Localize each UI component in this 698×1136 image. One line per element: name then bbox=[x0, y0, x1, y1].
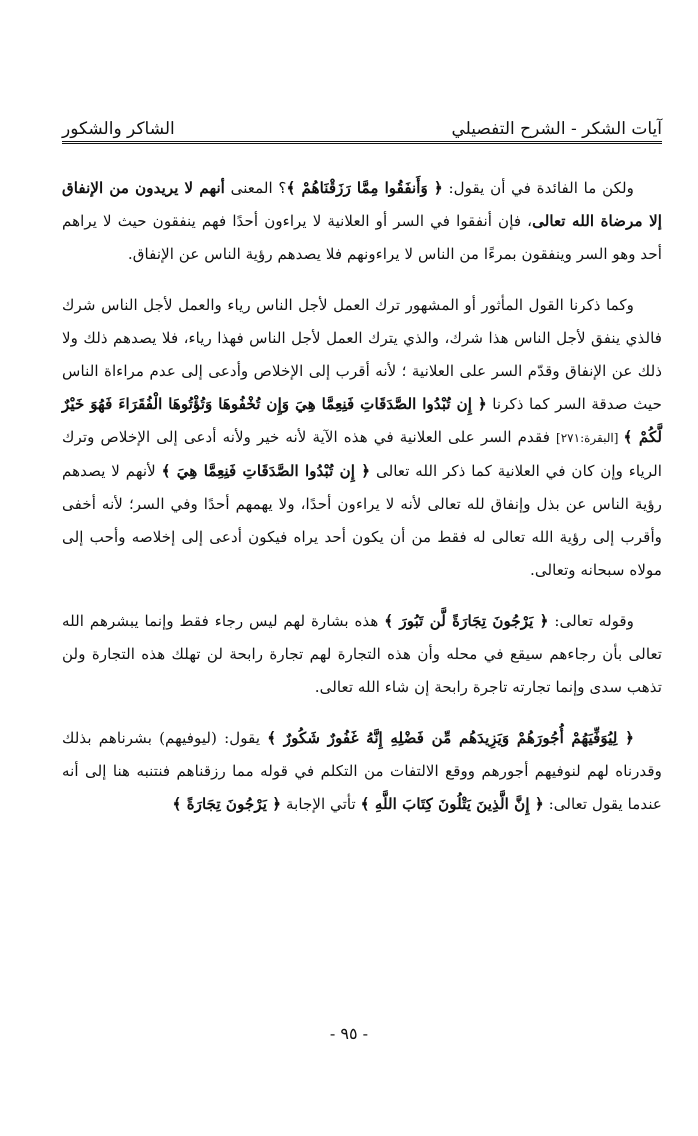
verse-bracket: ﴾ bbox=[384, 612, 394, 630]
verse-bracket: ﴿ bbox=[539, 612, 549, 630]
quran-verse: يَرْجُونَ تِجَارَةً لَّن تَبُورَ bbox=[393, 612, 540, 630]
text-run: وكما ذكرنا القول المأثور أو المشهور ترك العمل لأجل الناس رياء والعمل لأجل الناس شرك فالذي ينفق لأجل الناس هذا شرك، والذي يترك العمل لأجل الناس فهذا رياء، فلا يصدهم ذلك ولا ذلك عن الإنفاق وقدّم السر على العلانية ؛ لأنه أقرب إلى الإخلاص وأدعى إلى عدم مراءاة الناس حيث صدقة السر كما ذكرنا bbox=[62, 296, 662, 413]
verse-bracket: ﴿ bbox=[534, 795, 544, 813]
text-run: ؟ المعنى bbox=[224, 179, 287, 197]
verse-bracket: ﴿ bbox=[272, 795, 282, 813]
running-header bbox=[62, 108, 662, 144]
verse-bracket: ﴾ bbox=[172, 795, 182, 813]
paragraph bbox=[62, 722, 662, 821]
text-run: لأنهم لا يصدهم رؤية الناس عن بذل وإنفاق لله تعالى لأنه لا يراءون أحدًا، ولا يهمهم أحدًا وفي السر؛ لأنه أخفى وأقرب إلى رؤية الله تعالى له فقط من أن يكون أحد يراه فيكون أدعى إلى إخلاصه وأحب إلى مولاه سبحانه وتعالى. bbox=[62, 462, 662, 579]
text-run: وقوله تعالى: bbox=[548, 612, 635, 630]
header-chapter-title: آيات الشكر - الشرح التفصيلي bbox=[451, 119, 662, 139]
verse-bracket: ﴿ bbox=[433, 179, 443, 197]
paragraph bbox=[62, 172, 662, 271]
emphasis-text: أنهم لا يريدون من الإنفاق إلا مرضاة الله تعالى bbox=[62, 179, 662, 230]
verse-bracket: ﴾ bbox=[360, 795, 370, 813]
text-run: فقدم السر على العلانية في هذه الآية لأنه خير ولأنه أدعى إلى الإخلاص وترك الرياء وإن كان في العلانية كما ذكر الله تعالى bbox=[62, 428, 662, 480]
verse-bracket: ﴾ bbox=[623, 428, 633, 446]
quran-verse: إِن تُبْدُوا الصَّدَقَاتِ فَنِعِمَّا هِيَ وَإِن تُخْفُوهَا وَتُؤْتُوهَا الْفُقَرَاءَ فَهُوَ خَيْرٌ لَّكُمْ bbox=[62, 395, 662, 446]
verse-bracket: ﴾ bbox=[286, 179, 296, 197]
text-run: هذه بشارة لهم ليس رجاء فقط وإنما يبشرهم الله تعالى بأن رجاءهم سيقع في محله وأن هذه التجارة لهم تجارة رابحة لن تهلك هذه التجارة ولن تذهب سدى وإنما تجارته تاجرة رابحة إن شاء الله تعالى. bbox=[62, 612, 662, 696]
verse-reference: [البقرة:٢٧١] bbox=[556, 431, 624, 445]
verse-bracket: ﴾ bbox=[161, 462, 171, 480]
verse-bracket: ﴿ bbox=[477, 395, 487, 413]
paragraph bbox=[62, 289, 662, 587]
text-run: ، فإن أنفقوا في السر أو العلانية لا يراءون أحدًا فهم ينفقون حيث لا يراهم أحد وهو السر وينفقون بمرءًا من الناس لا يراءونهم فلا يصدهم رؤية الناس عن الإنفاق. bbox=[62, 212, 662, 263]
text-run: ولكن ما الفائدة في أن يقول: bbox=[442, 179, 634, 197]
page-body bbox=[62, 172, 662, 839]
quran-verse: لِيُوَفِّيَهُمْ أُجُورَهُمْ وَيَزِيدَهُم مِّن فَضْلِهِ إِنَّهُ غَفُورٌ شَكُورٌ bbox=[276, 729, 626, 747]
page-number: - ٩٥ - bbox=[329, 1024, 369, 1043]
text-run: يقول: (ليوفيهم) بشرناهم بذلك وقدرناه لهم لنوفيهم أجورهم ووقع الالتفات من التكلم في قوله مما رزقناهم فنتنبه هنا إلى أنه عندما يقول تعالى: bbox=[62, 729, 662, 813]
paragraph bbox=[62, 605, 662, 704]
header-section-title: الشاكر والشكور bbox=[62, 119, 175, 139]
verse-bracket: ﴿ bbox=[625, 729, 634, 747]
quran-verse: إِنَّ الَّذِينَ يَتْلُونَ كِتَابَ اللَّهِ bbox=[369, 795, 535, 813]
verse-bracket: ﴾ bbox=[267, 729, 277, 747]
quran-verse: يَرْجُونَ تِجَارَةً bbox=[181, 795, 273, 813]
quran-verse: إِن تُبْدُوا الصَّدَقَاتِ فَنِعِمَّا هِيَ bbox=[170, 462, 362, 480]
verse-bracket: ﴿ bbox=[361, 462, 371, 480]
quran-verse: وَأَنفَقُوا مِمَّا رَزَقْنَاهُمْ bbox=[295, 179, 434, 197]
text-run: تأتي الإجابة bbox=[281, 795, 361, 813]
